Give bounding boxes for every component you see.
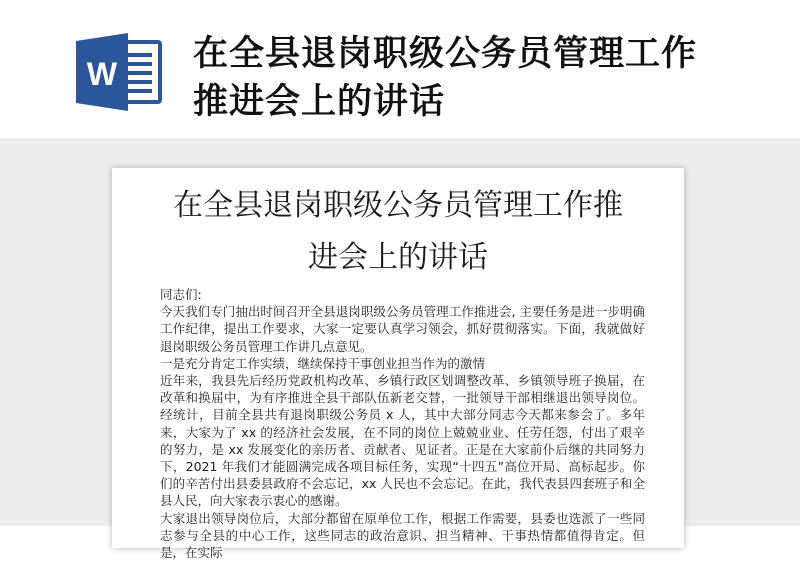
document-title-line2: 进会上的讲话 (308, 240, 488, 275)
document-page (112, 168, 684, 561)
document-title-line1: 在全县退岗职级公务员管理工作推 (173, 188, 623, 223)
header-title (193, 30, 773, 126)
document-body (160, 286, 645, 561)
paragraph-achievements: 近年来，我县先后经历党政机构改革、乡镇行政区划调整改革、乡镇领导班子换届，在改革和换届中，为有序推进全县干部队伍新老交替，一批领导干部相继退出领导岗位。经统计，目前全县共有退岗职级公务员 x 人，其中大部分同志今天都来参会了。多年来，大家为了 xx 的经济社会发展，在不同的岗位上兢兢业业、任劳任怨，付出了艰辛的努力，是 xx 发展变化的亲历者、贡献者、见证者。正是在大家前仆后继的共同努力下，2021 年我们才能圆满完成各项目标任务，实现“十四五”高位开局、高标起步。你们的辛苦付出县委县政府不会忘记，xx 人民也不会忘记。在此，我代表县四套班子和全县人民，向大家表示衷心的感谢。 (160, 373, 645, 509)
header-banner (0, 0, 800, 138)
header-title-line1: 在全县退岗职级公务员管理工作 (193, 34, 698, 74)
paragraph-continuation: 大家退出领导岗位后，大部分都留在原单位工作，根据工作需要，县委也选派了一些同志参与全县的中心工作，这些同志的政治意识、担当精神、干事热情都值得肯定。但是，在实际 (160, 510, 645, 561)
paragraph-intro: 今天我们专门抽出时间召开全县退岗职级公务员管理工作推进会, 主要任务是进一步明确工作纪律，提出工作要求，大家一定要认真学习领会，抓好贯彻落实。下面，我就做好退岗职级公务员管理工作讲几点意见。 (160, 304, 645, 354)
header-title-line2: 推进会上的讲话 (193, 82, 446, 122)
paragraph-heading-one: 一是充分肯定工作实绩，继续保持干事创业担当作为的激情 (160, 355, 486, 371)
paragraph-greeting: 同志们: (160, 287, 202, 302)
document-title (112, 180, 684, 284)
word-icon-letter: W (86, 56, 118, 92)
word-icon (76, 33, 164, 111)
